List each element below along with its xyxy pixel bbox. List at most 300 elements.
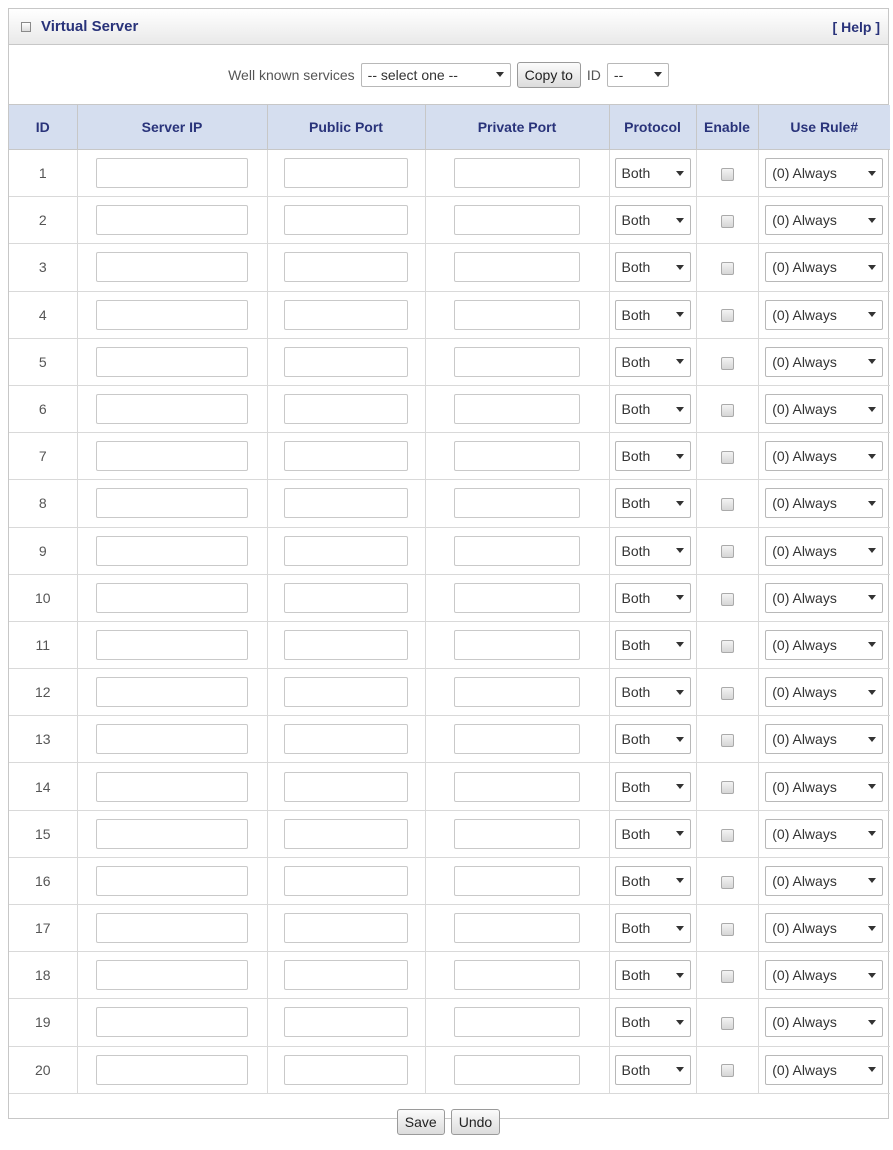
protocol-select[interactable] [615, 394, 691, 424]
save-button[interactable]: Save [397, 1109, 445, 1135]
use-rule-value: (0) Always [772, 1061, 837, 1078]
private-port-input[interactable] [454, 158, 580, 188]
protocol-select[interactable] [615, 441, 691, 471]
help-link[interactable]: [ Help ] [832, 18, 880, 35]
private-port-cell [425, 810, 609, 857]
protocol-select[interactable] [615, 1055, 691, 1085]
enable-cell [696, 669, 758, 716]
protocol-cell [609, 669, 696, 716]
table-row [9, 385, 890, 432]
chevron-down-icon [676, 218, 684, 223]
row-id: 17 [34, 920, 51, 937]
server-ip-input[interactable] [96, 1007, 248, 1037]
chevron-down-icon [676, 926, 684, 931]
protocol-cell [609, 150, 696, 197]
protocol-select[interactable] [615, 724, 691, 754]
enable-checkbox[interactable] [721, 876, 734, 889]
public-port-input[interactable] [284, 630, 408, 660]
server-ip-input[interactable] [96, 724, 248, 754]
public-port-input[interactable] [284, 488, 408, 518]
server-ip-input[interactable] [96, 960, 248, 990]
copy-to-button[interactable]: Copy to [517, 62, 581, 88]
server-ip-cell [77, 669, 267, 716]
enable-checkbox[interactable] [721, 687, 734, 700]
public-port-cell [267, 1046, 425, 1093]
column-header-private-port: Private Port [425, 105, 609, 150]
row-id: 16 [34, 872, 51, 889]
public-port-cell [267, 905, 425, 952]
chevron-down-icon [676, 171, 684, 176]
chevron-down-icon [868, 454, 876, 459]
table-row [9, 244, 890, 291]
server-ip-cell [77, 433, 267, 480]
chevron-down-icon [676, 501, 684, 506]
enable-cell [696, 905, 758, 952]
row-id: 20 [34, 1061, 51, 1078]
private-port-input[interactable] [454, 677, 580, 707]
server-ip-cell [77, 574, 267, 621]
public-port-cell [267, 621, 425, 668]
public-port-input[interactable] [284, 772, 408, 802]
chevron-down-icon [868, 831, 876, 836]
protocol-select[interactable] [615, 488, 691, 518]
enable-checkbox[interactable] [721, 1017, 734, 1030]
undo-button[interactable]: Undo [451, 1109, 500, 1135]
chevron-down-icon [868, 265, 876, 270]
protocol-select[interactable] [615, 1007, 691, 1037]
table-row [9, 810, 890, 857]
public-port-cell [267, 291, 425, 338]
use-rule-select[interactable] [765, 300, 883, 330]
use-rule-cell [758, 905, 890, 952]
chevron-down-icon [496, 72, 504, 77]
id-label: ID [586, 66, 601, 83]
use-rule-select[interactable] [765, 205, 883, 235]
protocol-select[interactable] [615, 772, 691, 802]
use-rule-cell [758, 244, 890, 291]
public-port-cell [267, 763, 425, 810]
chevron-down-icon [868, 501, 876, 506]
virtual-server-table [9, 105, 890, 1094]
table-row [9, 1046, 890, 1093]
protocol-select[interactable] [615, 205, 691, 235]
private-port-input[interactable] [454, 347, 580, 377]
chevron-down-icon [676, 973, 684, 978]
use-rule-select[interactable] [765, 488, 883, 518]
server-ip-cell [77, 1046, 267, 1093]
private-port-cell [425, 480, 609, 527]
protocol-cell [609, 905, 696, 952]
panel-header [9, 9, 888, 45]
protocol-select[interactable] [615, 252, 691, 282]
table-row [9, 338, 890, 385]
server-ip-input[interactable] [96, 677, 248, 707]
row-id: 18 [34, 967, 51, 984]
public-port-input[interactable] [284, 913, 408, 943]
enable-checkbox[interactable] [721, 357, 734, 370]
row-id: 10 [34, 589, 51, 606]
enable-cell [696, 291, 758, 338]
use-rule-select[interactable] [765, 1055, 883, 1085]
server-ip-input[interactable] [96, 441, 248, 471]
private-port-cell [425, 197, 609, 244]
copy-id-select[interactable] [607, 63, 669, 87]
enable-checkbox[interactable] [721, 168, 734, 181]
private-port-input[interactable] [454, 205, 580, 235]
use-rule-select[interactable] [765, 724, 883, 754]
public-port-input[interactable] [284, 347, 408, 377]
chevron-down-icon [868, 1067, 876, 1072]
table-row [9, 621, 890, 668]
protocol-value: Both [621, 589, 651, 606]
table-row [9, 669, 890, 716]
use-rule-cell [758, 810, 890, 857]
use-rule-value: (0) Always [772, 825, 837, 842]
row-id: 4 [38, 306, 47, 323]
server-ip-cell [77, 857, 267, 904]
private-port-cell [425, 244, 609, 291]
use-rule-value: (0) Always [772, 353, 837, 370]
enable-cell [696, 857, 758, 904]
chevron-down-icon [676, 407, 684, 412]
server-ip-input[interactable] [96, 536, 248, 566]
private-port-input[interactable] [454, 913, 580, 943]
protocol-cell [609, 338, 696, 385]
chevron-down-icon [868, 359, 876, 364]
row-id: 6 [38, 401, 47, 418]
row-id: 13 [34, 731, 51, 748]
protocol-cell [609, 433, 696, 480]
chevron-down-icon [868, 171, 876, 176]
public-port-input[interactable] [284, 724, 408, 754]
chevron-down-icon [676, 595, 684, 600]
row-id: 19 [34, 1014, 51, 1031]
chevron-down-icon [676, 312, 684, 317]
use-rule-cell [758, 857, 890, 904]
server-ip-input[interactable] [96, 1055, 248, 1085]
private-port-cell [425, 669, 609, 716]
public-port-cell [267, 669, 425, 716]
server-ip-cell [77, 952, 267, 999]
chevron-down-icon [676, 690, 684, 695]
chevron-down-icon [868, 690, 876, 695]
chevron-down-icon [868, 595, 876, 600]
use-rule-cell [758, 527, 890, 574]
use-rule-select[interactable] [765, 772, 883, 802]
well-known-services-select[interactable] [361, 63, 511, 87]
use-rule-value: (0) Always [772, 1014, 837, 1031]
protocol-value: Both [621, 1061, 651, 1078]
protocol-value: Both [621, 542, 651, 559]
chevron-down-icon [868, 973, 876, 978]
protocol-select[interactable] [615, 536, 691, 566]
row-id-cell [9, 1046, 77, 1093]
table-row [9, 197, 890, 244]
use-rule-select[interactable] [765, 819, 883, 849]
enable-cell [696, 338, 758, 385]
protocol-select[interactable] [615, 583, 691, 613]
chevron-down-icon [676, 642, 684, 647]
use-rule-select[interactable] [765, 677, 883, 707]
chevron-down-icon [868, 926, 876, 931]
use-rule-select[interactable] [765, 441, 883, 471]
private-port-cell [425, 857, 609, 904]
server-ip-cell [77, 810, 267, 857]
chevron-down-icon [868, 312, 876, 317]
private-port-input[interactable] [454, 252, 580, 282]
private-port-input[interactable] [454, 583, 580, 613]
private-port-cell [425, 291, 609, 338]
public-port-cell [267, 244, 425, 291]
public-port-input[interactable] [284, 394, 408, 424]
use-rule-select[interactable] [765, 536, 883, 566]
enable-cell [696, 952, 758, 999]
enable-checkbox[interactable] [721, 498, 734, 511]
enable-cell [696, 197, 758, 244]
row-id-cell [9, 480, 77, 527]
public-port-input[interactable] [284, 252, 408, 282]
row-id: 9 [38, 542, 47, 559]
row-id-cell [9, 763, 77, 810]
protocol-select[interactable] [615, 677, 691, 707]
chevron-down-icon [868, 784, 876, 789]
services-select-value: -- select one -- [367, 66, 458, 83]
enable-checkbox[interactable] [721, 781, 734, 794]
use-rule-cell [758, 999, 890, 1046]
public-port-input[interactable] [284, 1055, 408, 1085]
protocol-value: Both [621, 306, 651, 323]
server-ip-input[interactable] [96, 913, 248, 943]
private-port-cell [425, 338, 609, 385]
private-port-input[interactable] [454, 630, 580, 660]
server-ip-cell [77, 385, 267, 432]
protocol-select[interactable] [615, 300, 691, 330]
public-port-input[interactable] [284, 960, 408, 990]
server-ip-input[interactable] [96, 866, 248, 896]
server-ip-input[interactable] [96, 252, 248, 282]
use-rule-cell [758, 291, 890, 338]
enable-checkbox[interactable] [721, 1064, 734, 1077]
row-id: 8 [38, 495, 47, 512]
chevron-down-icon [676, 784, 684, 789]
protocol-cell [609, 527, 696, 574]
private-port-input[interactable] [454, 536, 580, 566]
public-port-input[interactable] [284, 583, 408, 613]
private-port-input[interactable] [454, 866, 580, 896]
public-port-cell [267, 574, 425, 621]
column-header-enable: Enable [696, 105, 758, 150]
table-row [9, 480, 890, 527]
use-rule-cell [758, 574, 890, 621]
protocol-cell [609, 999, 696, 1046]
row-id-cell [9, 433, 77, 480]
server-ip-cell [77, 338, 267, 385]
public-port-input[interactable] [284, 441, 408, 471]
protocol-select[interactable] [615, 819, 691, 849]
table-row [9, 291, 890, 338]
chevron-down-icon [676, 737, 684, 742]
protocol-select[interactable] [615, 866, 691, 896]
public-port-input[interactable] [284, 819, 408, 849]
protocol-value: Both [621, 967, 651, 984]
use-rule-select[interactable] [765, 630, 883, 660]
protocol-value: Both [621, 448, 651, 465]
use-rule-select[interactable] [765, 1007, 883, 1037]
enable-checkbox[interactable] [721, 262, 734, 275]
server-ip-input[interactable] [96, 772, 248, 802]
enable-checkbox[interactable] [721, 215, 734, 228]
use-rule-cell [758, 150, 890, 197]
enable-cell [696, 621, 758, 668]
public-port-input[interactable] [284, 677, 408, 707]
chevron-down-icon [676, 548, 684, 553]
private-port-input[interactable] [454, 441, 580, 471]
use-rule-select[interactable] [765, 252, 883, 282]
enable-checkbox[interactable] [721, 451, 734, 464]
private-port-cell [425, 952, 609, 999]
use-rule-cell [758, 763, 890, 810]
protocol-value: Both [621, 731, 651, 748]
row-id-cell [9, 857, 77, 904]
enable-checkbox[interactable] [721, 640, 734, 653]
chevron-down-icon [676, 359, 684, 364]
public-port-cell [267, 385, 425, 432]
private-port-input[interactable] [454, 772, 580, 802]
use-rule-select[interactable] [765, 583, 883, 613]
public-port-input[interactable] [284, 158, 408, 188]
public-port-cell [267, 716, 425, 763]
enable-checkbox[interactable] [721, 970, 734, 983]
protocol-select[interactable] [615, 960, 691, 990]
table-header-row [9, 105, 890, 150]
chevron-down-icon [676, 265, 684, 270]
public-port-input[interactable] [284, 1007, 408, 1037]
server-ip-input[interactable] [96, 394, 248, 424]
enable-cell [696, 763, 758, 810]
server-ip-input[interactable] [96, 630, 248, 660]
row-id-cell [9, 669, 77, 716]
table-row [9, 527, 890, 574]
protocol-select[interactable] [615, 347, 691, 377]
server-ip-input[interactable] [96, 583, 248, 613]
protocol-select[interactable] [615, 913, 691, 943]
enable-checkbox[interactable] [721, 923, 734, 936]
use-rule-select[interactable] [765, 866, 883, 896]
protocol-value: Both [621, 636, 651, 653]
use-rule-value: (0) Always [772, 495, 837, 512]
chevron-down-icon [654, 72, 662, 77]
row-id-cell [9, 385, 77, 432]
private-port-input[interactable] [454, 724, 580, 754]
enable-checkbox[interactable] [721, 734, 734, 747]
column-header-protocol: Protocol [609, 105, 696, 150]
column-header-server-ip: Server IP [77, 105, 267, 150]
private-port-input[interactable] [454, 1007, 580, 1037]
protocol-cell [609, 197, 696, 244]
private-port-input[interactable] [454, 960, 580, 990]
page-title: Virtual Server [41, 18, 139, 35]
use-rule-value: (0) Always [772, 259, 837, 276]
enable-checkbox[interactable] [721, 593, 734, 606]
private-port-input[interactable] [454, 488, 580, 518]
server-ip-cell [77, 527, 267, 574]
protocol-cell [609, 810, 696, 857]
use-rule-select[interactable] [765, 394, 883, 424]
server-ip-input[interactable] [96, 819, 248, 849]
use-rule-value: (0) Always [772, 731, 837, 748]
protocol-cell [609, 952, 696, 999]
chevron-down-icon [868, 737, 876, 742]
protocol-select[interactable] [615, 630, 691, 660]
row-id: 2 [38, 212, 47, 229]
server-ip-cell [77, 999, 267, 1046]
public-port-input[interactable] [284, 536, 408, 566]
protocol-select[interactable] [615, 158, 691, 188]
server-ip-input[interactable] [96, 158, 248, 188]
protocol-cell [609, 244, 696, 291]
panel-title-wrap [21, 18, 138, 35]
protocol-value: Both [621, 920, 651, 937]
enable-checkbox[interactable] [721, 404, 734, 417]
table-row [9, 433, 890, 480]
server-ip-input[interactable] [96, 488, 248, 518]
enable-checkbox[interactable] [721, 545, 734, 558]
private-port-cell [425, 763, 609, 810]
use-rule-value: (0) Always [772, 212, 837, 229]
use-rule-cell [758, 197, 890, 244]
public-port-input[interactable] [284, 866, 408, 896]
row-id: 14 [34, 778, 51, 795]
protocol-value: Both [621, 495, 651, 512]
server-ip-input[interactable] [96, 205, 248, 235]
protocol-value: Both [621, 259, 651, 276]
private-port-input[interactable] [454, 394, 580, 424]
table-row [9, 999, 890, 1046]
row-id: 7 [38, 448, 47, 465]
server-ip-input[interactable] [96, 347, 248, 377]
private-port-input[interactable] [454, 1055, 580, 1085]
public-port-input[interactable] [284, 300, 408, 330]
id-select-value: -- [613, 66, 624, 83]
enable-checkbox[interactable] [721, 309, 734, 322]
services-row [9, 45, 888, 105]
protocol-cell [609, 385, 696, 432]
protocol-value: Both [621, 825, 651, 842]
private-port-cell [425, 574, 609, 621]
enable-checkbox[interactable] [721, 829, 734, 842]
use-rule-select[interactable] [765, 960, 883, 990]
use-rule-value: (0) Always [772, 967, 837, 984]
public-port-cell [267, 197, 425, 244]
public-port-cell [267, 952, 425, 999]
use-rule-value: (0) Always [772, 778, 837, 795]
private-port-input[interactable] [454, 300, 580, 330]
protocol-value: Both [621, 401, 651, 418]
use-rule-select[interactable] [765, 913, 883, 943]
use-rule-cell [758, 952, 890, 999]
server-ip-cell [77, 197, 267, 244]
use-rule-select[interactable] [765, 158, 883, 188]
use-rule-select[interactable] [765, 347, 883, 377]
private-port-input[interactable] [454, 819, 580, 849]
public-port-input[interactable] [284, 205, 408, 235]
server-ip-input[interactable] [96, 300, 248, 330]
protocol-cell [609, 716, 696, 763]
row-id-cell [9, 810, 77, 857]
table-body [9, 150, 890, 1094]
row-id-cell [9, 527, 77, 574]
public-port-cell [267, 527, 425, 574]
